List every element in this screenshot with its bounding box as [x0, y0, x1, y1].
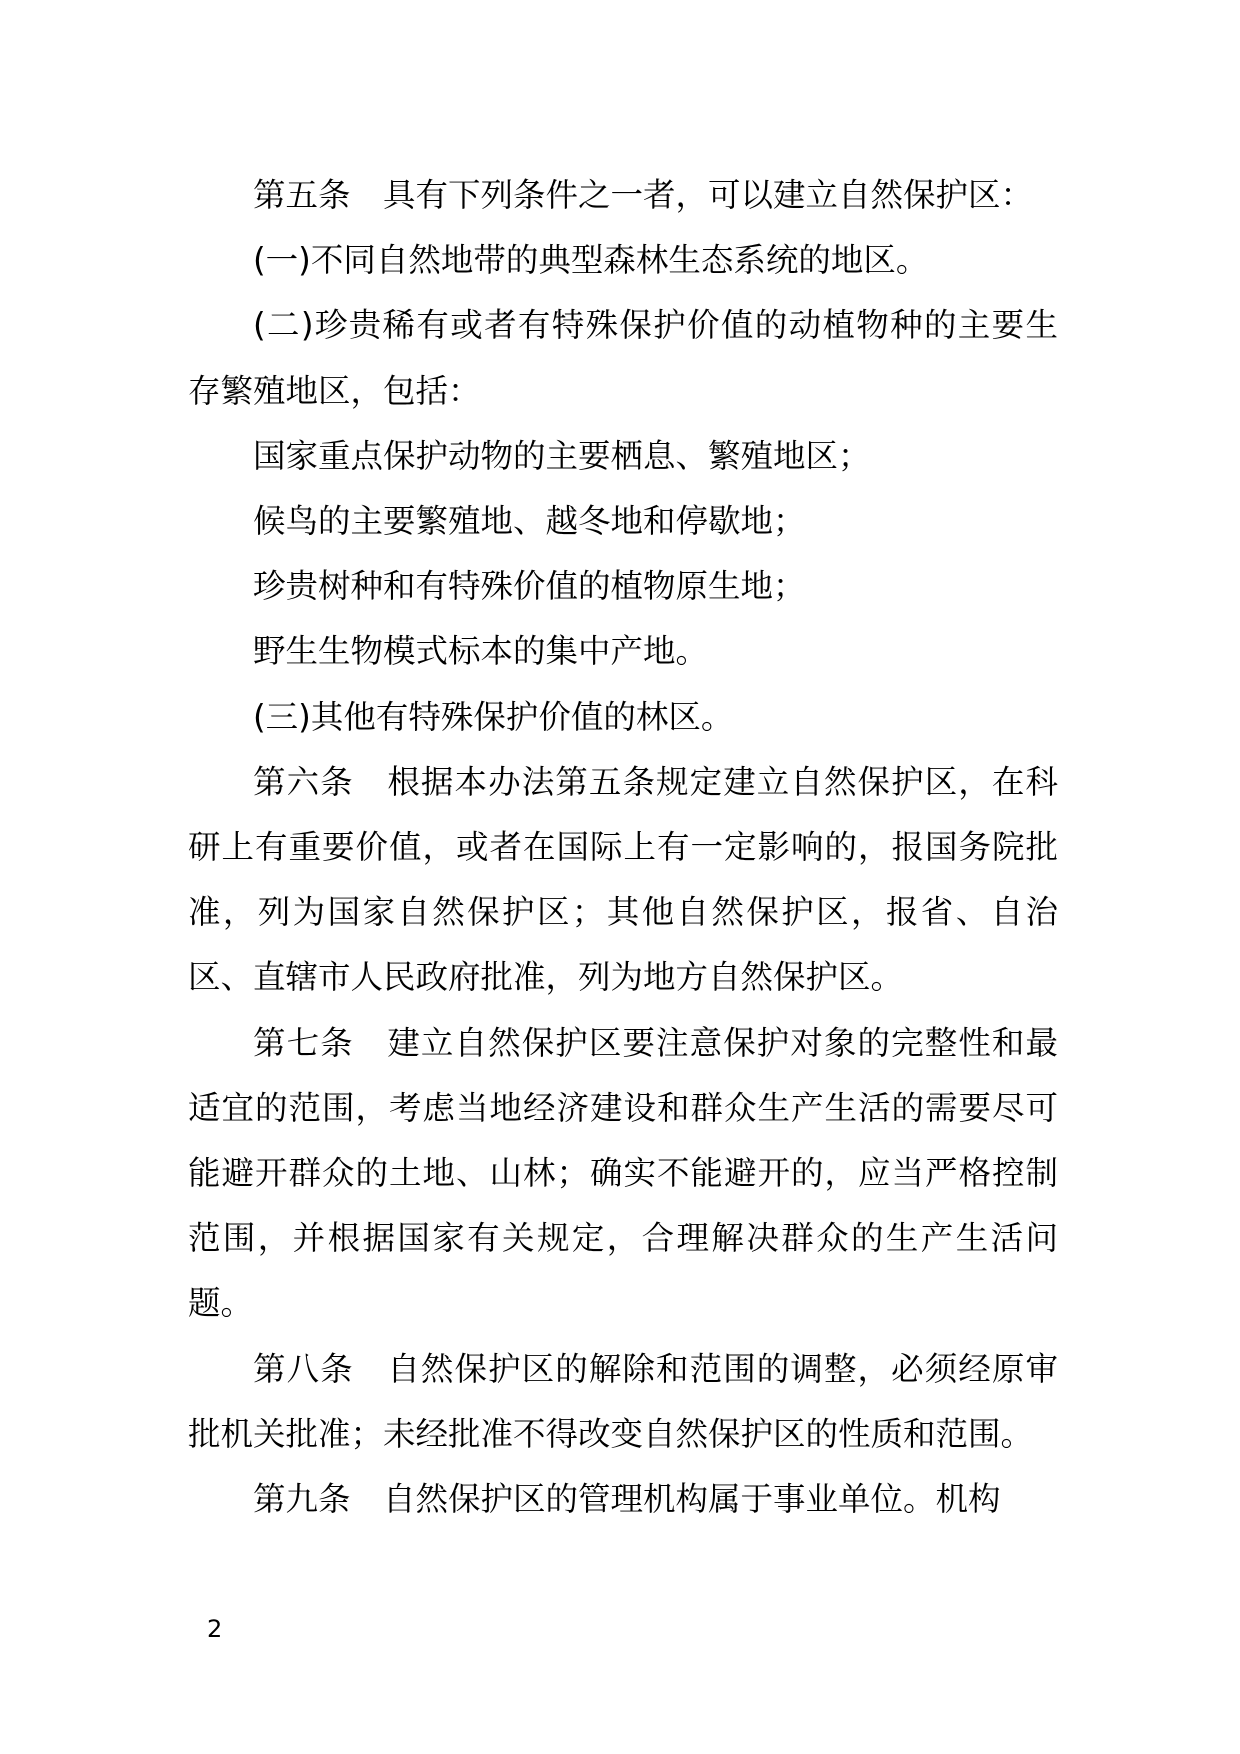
paragraph-item-1: (一)不同自然地带的典型森林生态系统的地区。 — [253, 241, 929, 280]
paragraph-article-9: 第九条 自然保护区的管理机构属于事业单位。机构 — [253, 1480, 1001, 1519]
paragraph-article-7: 第七条 建立自然保护区要注意保护对象的完整性和最适宜的范围，考虑当地经济建设和群众生产生活的需要尽可能避开群众的土地、山林；确实不能避开的，应当严格控制范围，并根据国家有关规定，合理解决群众的生产生活问题。 — [188, 1023, 1058, 1323]
page-number: 2 — [207, 1615, 223, 1643]
body-text — [188, 163, 1058, 1532]
paragraph-item-2: (二)珍贵稀有或者有特殊保护价值的动植物种的主要生存繁殖地区，包括： — [188, 306, 1058, 410]
paragraph-subitem-4: 野生生物模式标本的集中产地。 — [253, 632, 709, 671]
paragraph-article-5: 第五条 具有下列条件之一者，可以建立自然保护区： — [253, 176, 1034, 214]
paragraph-subitem-2: 候鸟的主要繁殖地、越冬地和停歇地； — [253, 502, 806, 541]
paragraph-item-3: (三)其他有特殊保护价值的林区。 — [253, 697, 734, 736]
paragraph-article-6: 第六条 根据本办法第五条规定建立自然保护区，在科研上有重要价值，或者在国际上有一定影响的，报国务院批准，列为国家自然保护区；其他自然保护区，报省、自治区、直辖市人民政府批准，列为地方自然保护区。 — [188, 762, 1058, 997]
paragraph-article-8: 第八条 自然保护区的解除和范围的调整，必须经原审批机关批准；未经批准不得改变自然保护区的性质和范围。 — [188, 1349, 1058, 1453]
paragraph-subitem-1: 国家重点保护动物的主要栖息、繁殖地区； — [253, 436, 871, 475]
paragraph-subitem-3: 珍贵树种和有特殊价值的植物原生地； — [253, 567, 806, 606]
